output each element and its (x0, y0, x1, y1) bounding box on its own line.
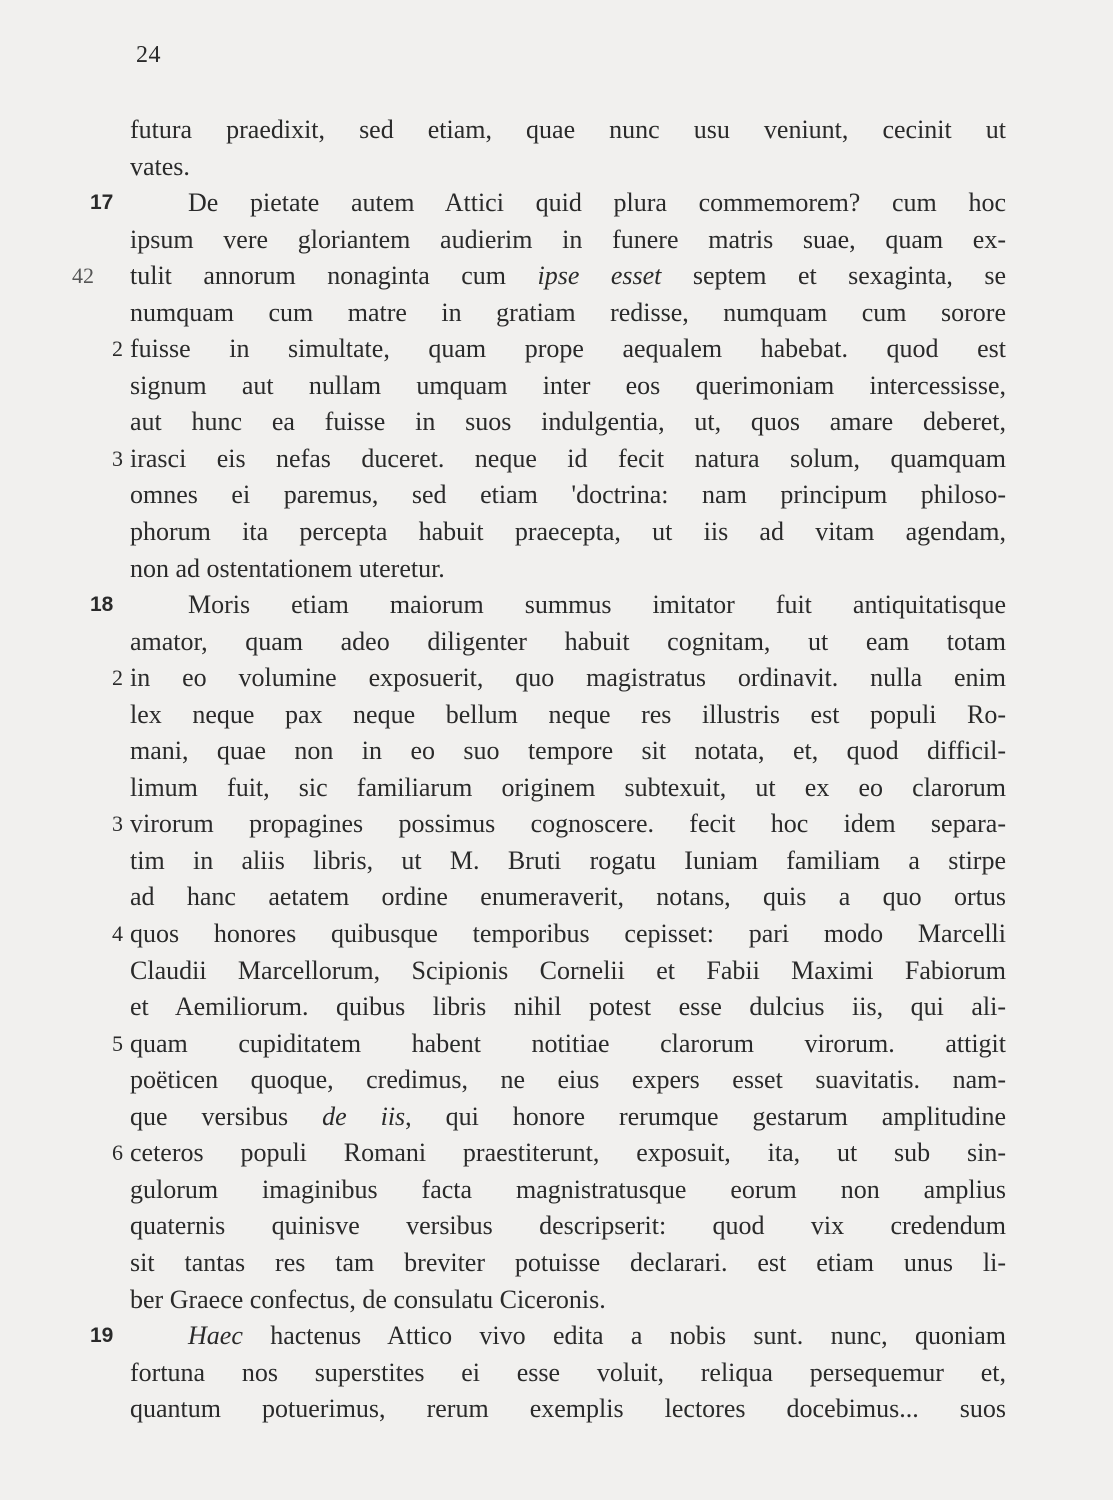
text-line (130, 1208, 1006, 1245)
line-text: lex neque pax neque bellum neque res illustris est populi Ro- (130, 699, 1006, 729)
text-line (130, 843, 1006, 880)
text-line (112, 1135, 1006, 1172)
text-line (130, 477, 1006, 514)
text-line (112, 916, 1006, 953)
line-text: ceteros populi Romani praestiterunt, exposuit, ita, ut sub sin- (130, 1138, 1006, 1168)
text-line (130, 770, 1006, 807)
text-line (90, 587, 1006, 624)
text-line (130, 514, 1006, 551)
text-line (130, 404, 1006, 441)
line-text: omnes ei paremus, sed etiam 'doctrina: nam principum philoso- (130, 480, 1006, 510)
line-text: Haec hactenus Attico vivo edita a nobis sunt. nunc, quoniam (188, 1321, 1006, 1351)
line-text: quam cupiditatem habent notitiae clarorum virorum. attigit (130, 1028, 1006, 1058)
line-text: vates. (130, 151, 190, 181)
line-text: in eo volumine exposuerit, quo magistratus ordinavit. nulla enim (130, 663, 1006, 693)
text-line (130, 697, 1006, 734)
line-text: De pietate autem Attici quid plura commemorem? cum hoc (188, 188, 1006, 218)
section-number: 4 (112, 921, 123, 947)
line-text: non ad ostentationem uteretur. (130, 553, 445, 583)
line-text: Claudii Marcellorum, Scipionis Cornelii et Fabii Maximi Fabiorum (130, 955, 1006, 985)
text-line (112, 1026, 1006, 1063)
text-line (130, 1245, 1006, 1282)
text-line (130, 1355, 1006, 1392)
line-text: signum aut nullam umquam inter eos querimoniam intercessisse, (130, 370, 1006, 400)
line-text: ipsum vere gloriantem audierim in funere matris suae, quam ex- (130, 224, 1006, 254)
text-line (130, 149, 1006, 186)
line-text: virorum propagines possimus cognoscere. fecit hoc idem separa- (130, 809, 1006, 839)
page-number: 24 (136, 42, 161, 68)
text-line (112, 441, 1006, 478)
text-line (90, 1318, 1006, 1355)
text-line (130, 222, 1006, 259)
section-number: 5 (112, 1030, 123, 1056)
line-text: futura praedixit, sed etiam, quae nunc usu veniunt, cecinit ut (130, 115, 1006, 144)
text-line (112, 331, 1006, 368)
text-line (112, 806, 1006, 843)
text-line (72, 258, 1006, 295)
line-text: Moris etiam maiorum summus imitator fuit antiquitatisque (188, 590, 1006, 620)
text-line (130, 624, 1006, 661)
line-text: sit tantas res tam breviter potuisse declarari. est etiam unus li- (130, 1247, 1006, 1277)
text-line (130, 1062, 1006, 1099)
section-number: 2 (112, 336, 123, 362)
line-text: quantum potuerimus, rerum exemplis lectores docebimus... suos (130, 1394, 1006, 1424)
line-text: amator, quam adeo diligenter habuit cognitam, ut eam totam (130, 626, 1006, 656)
line-text: quos honores quibusque temporibus cepisset: pari modo Marcelli (130, 919, 1006, 949)
section-number: 3 (112, 811, 123, 837)
text-line (130, 295, 1006, 332)
line-text: et Aemiliorum. quibus libris nihil potest esse dulcius iis, qui ali- (130, 992, 1006, 1022)
line-text: fuisse in simultate, quam prope aequalem habebat. quod est (130, 334, 1006, 364)
body-text (72, 112, 1006, 1428)
section-number: 3 (112, 445, 123, 471)
line-text: irasci eis nefas duceret. neque id fecit natura solum, quamquam (130, 443, 1006, 473)
text-line (130, 989, 1006, 1026)
line-text: tulit annorum nonaginta cum ipse esset septem et sexaginta, se (130, 261, 1006, 291)
line-text: fortuna nos superstites ei esse voluit, reliqua persequemur et, (130, 1357, 1006, 1387)
chapter-number: 18 (90, 593, 114, 617)
text-line (90, 185, 1006, 222)
line-text: poëticen quoque, credimus, ne eius expers esset suavitatis. nam- (130, 1065, 1006, 1095)
text-line (130, 112, 1006, 149)
line-text: mani, quae non in eo suo tempore sit notata, et, quod difficil- (130, 736, 1006, 766)
text-line (130, 1391, 1006, 1428)
line-text: que versibus de iis, qui honore rerumque gestarum amplitudine (130, 1101, 1006, 1131)
line-text: tim in aliis libris, ut M. Bruti rogatu Iuniam familiam a stirpe (130, 845, 1006, 875)
line-text: ber Graece confectus, de consulatu Ciceronis. (130, 1284, 606, 1314)
line-text: aut hunc ea fuisse in suos indulgentia, ut, quos amare deberet, (130, 407, 1006, 437)
text-line (130, 1172, 1006, 1209)
section-number: 2 (112, 665, 123, 691)
text-line (130, 1282, 1006, 1319)
text-line (130, 551, 1006, 588)
line-text: ad hanc aetatem ordine enumeraverit, notans, quis a quo ortus (130, 882, 1006, 912)
chapter-number: 17 (90, 191, 114, 215)
line-text: numquam cum matre in gratiam redisse, numquam cum sorore (130, 297, 1006, 327)
text-line (130, 368, 1006, 405)
text-line (130, 1099, 1006, 1136)
text-line (112, 660, 1006, 697)
line-text: limum fuit, sic familiarum originem subtexuit, ut ex eo clarorum (130, 772, 1006, 802)
text-line (130, 879, 1006, 916)
chapter-number: 19 (90, 1324, 114, 1348)
line-text: quaternis quinisve versibus descripserit: quod vix credendum (130, 1211, 1006, 1241)
line-text: gulorum imaginibus facta magnistratusque eorum non amplius (130, 1174, 1006, 1204)
section-number: 6 (112, 1140, 123, 1166)
text-line (130, 953, 1006, 990)
text-line (130, 733, 1006, 770)
line-text: phorum ita percepta habuit praecepta, ut iis ad vitam agendam, (130, 517, 1006, 547)
page-reference: 42 (72, 263, 94, 289)
